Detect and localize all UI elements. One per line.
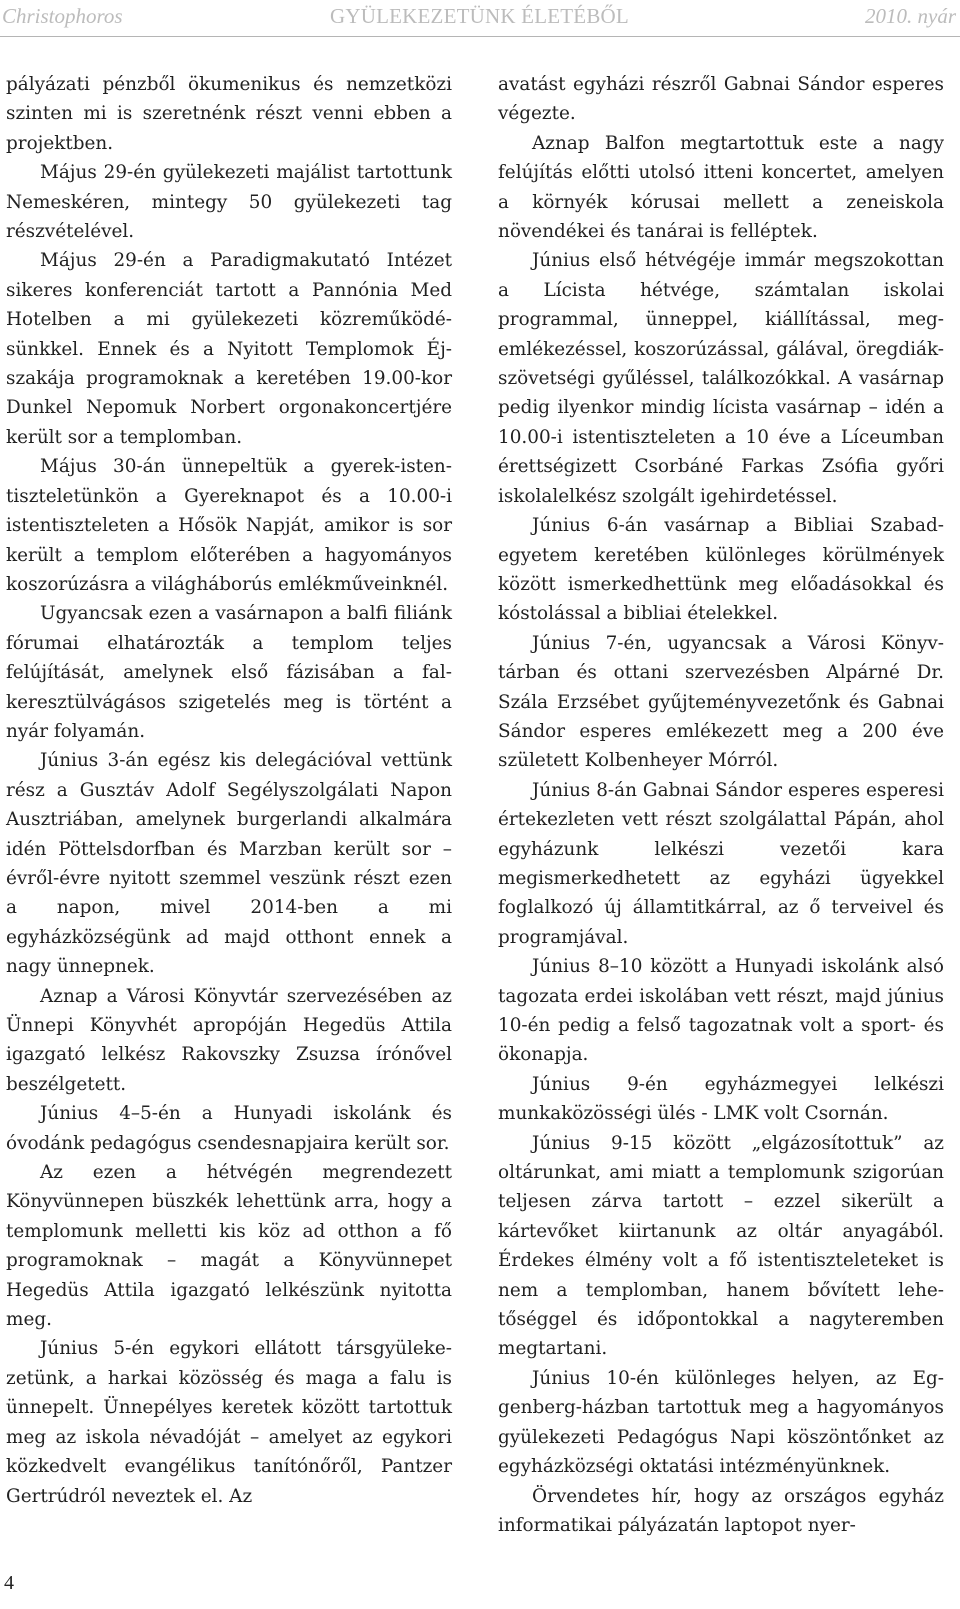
paragraph: Június 3-án egész kis delegációval vettünk rész a Gusztáv Adolf Segélyszolgálati Napon Ausztriában, amelynek burgerlandi alkalmára idén Pöttelsdorfban és Marzban került sor – évről-évre nyitott szemmel veszünk részt ezen a napon, mivel 2014-ben a mi egyházközségünk ad majd otthont ennek a nagy ünnepnek. — [6, 750, 452, 978]
paragraph: Június 9-15 között „elgázosítottuk” az oltárunkat, ami miatt a templomunk szigorúan teljesen zárva tartott – ezzel sikerült a kártevőket kiirtanunk az oltár anyagából. Érdekes élmény volt a fő istentiszteleteket is nem a templomban, hanem bővített lehetőséggel és időpontokkal a nagyteremben megtartani. — [498, 1132, 944, 1360]
left-column — [6, 70, 452, 1511]
paragraph: Május 29-én gyülekezeti majálist tartottunk Nemeskéren, mintegy 50 gyülekezeti tag részvételével. — [6, 162, 452, 243]
paragraph: Május 29-én a Paradigmakutató Intézet sikeres konferenciát tartott a Pannónia Med Hotelben a mi gyülekezeti közreműködésünkkel. Ennek és a Nyitott Templomok Éjszakája programoknak a keretében 19.00-kor Dunkel Nepomuk Norbert orgonakoncertjére került sor a templomban. — [6, 250, 452, 448]
right-column — [498, 70, 944, 1540]
paragraph: Június 10-én különleges helyen, az Eggenberg-házban tartottuk meg a hagyományos gyülekezeti Pedagógus Napi köszöntőnket az egyházközségi oktatási intézményünknek. — [498, 1367, 944, 1478]
paragraph: Június 5-én egykori ellátott társgyülekezetünk, a harkai közösség és maga a falu is ünnepelt. Ünnepélyes keretek között tartottuk meg az iskola névadóját – amelyet az egykori közkedvelt evangélikus tanítónőről, Pantzer Gertrúdról neveztek el. Az — [6, 1338, 452, 1507]
paragraph: Aznap Balfon megtartottuk este a nagy felújítás előtti utolsó itteni koncertet, amelyen a környék kórusai mellett a zeneiskola növendékei és tanárai is felléptek. — [498, 132, 944, 243]
paragraph: Aznap a Városi Könyvtár szervezésében az Ünnepi Könyvhét apropóján Hegedüs Attila igazgató lelkész Rakovszky Zsuzsa írónővel beszélgetett. — [6, 985, 452, 1095]
running-header — [0, 0, 960, 37]
paragraph: pályázati pénzből ökumenikus és nemzetközi szinten mi is szeretnénk részt venni ebben a projektben. — [6, 74, 452, 154]
paragraph: Június 4–5-én a Hunyadi iskolánk és óvodánk pedagógus csendesnapjaira került sor. — [6, 1103, 452, 1154]
paragraph: Június 8–10 között a Hunyadi iskolánk alsó tagozata erdei iskolában vett részt, majd június 10-én pedig a felső tagozatnak volt a sport- és ökonapja. — [498, 956, 944, 1066]
page-number: 4 — [4, 1572, 14, 1594]
paragraph: Június első hétvégéje immár megszokottan a Lícista hétvége, számtalan iskolai programmal, ünneppel, kiállítással, megemlékezéssel, koszorúzással, gálával, öregdiák-szövetségi gyűléssel, találkozókkal. A vasárnap pedig ilyenkor mindig lícista vasárnap – idén a 10.00-i istentiszteleten a 10 éve a Líceumban érettségizett Csorbáné Farkas Zsófia győri iskolalelkész szolgált igehirdetéssel. — [498, 250, 944, 507]
publication-title: Christophoros — [2, 4, 123, 28]
paragraph: Június 6-án vasárnap a Bibliai Szabadegyetem keretében különleges körülmények között ismerkedhettünk meg előadásokkal és kóstolással a bibliai ételekkel. — [498, 515, 944, 625]
paragraph: Az ezen a hétvégén megrendezett Könyvünnepen büszkék lehettünk arra, hogy a templomunk melletti kis köz ad otthon a fő programoknak – magát a Könyvünnepet Hegedüs Attila igazgató lelkészünk nyitotta meg. — [6, 1162, 452, 1331]
paragraph: Ugyancsak ezen a vasárnapon a balfi filiánk fórumai elhatározták a templom teljes felújítását, amelynek első fázisában a falkeresztülvágásos szigetelés meg is történt a nyár folyamán. — [6, 603, 452, 742]
paragraph: Június 9-én egyházmegyei lelkészi munkaközösségi ülés - LMK volt Csornán. — [498, 1073, 944, 1125]
paragraph: Örvendetes hír, hogy az országos egyház informatikai pályázatán laptopot nyer- — [498, 1485, 944, 1536]
paragraph: avatást egyházi részről Gabnai Sándor esperes végezte. — [498, 74, 944, 125]
paragraph: Június 7-én, ugyancsak a Városi Könyvtárban és ottani szervezésben Alpárné Dr. Szála Erzsébet gyűjteményvezetőnk és Gabnai Sándor esperes emlékezett meg a 200 éve született Kolbenheyer Mórról. — [498, 632, 944, 772]
paragraph: Május 30-án ünnepeltük a gyerek-istentiszteletünkön a Gyereknapot és a 10.00-i istentiszteleten a Hősök Napját, amikor is sor került a templom előterében a hagyományos koszorúzásra a világháborús emlékműveinknél. — [6, 456, 452, 595]
issue-date: 2010. nyár — [865, 4, 956, 28]
section-title: GYÜLEKEZETÜNK ÉLETÉBŐL — [330, 4, 629, 28]
paragraph: Június 8-án Gabnai Sándor esperes esperesi értekezleten vett részt szolgálattal Pápán, ahol egyházunk lelkészi vezetői kara megismerkedhetett az egyházi ügyekkel foglalkozó új államtitkárral, az ő terveivel és programjával. — [498, 779, 944, 948]
